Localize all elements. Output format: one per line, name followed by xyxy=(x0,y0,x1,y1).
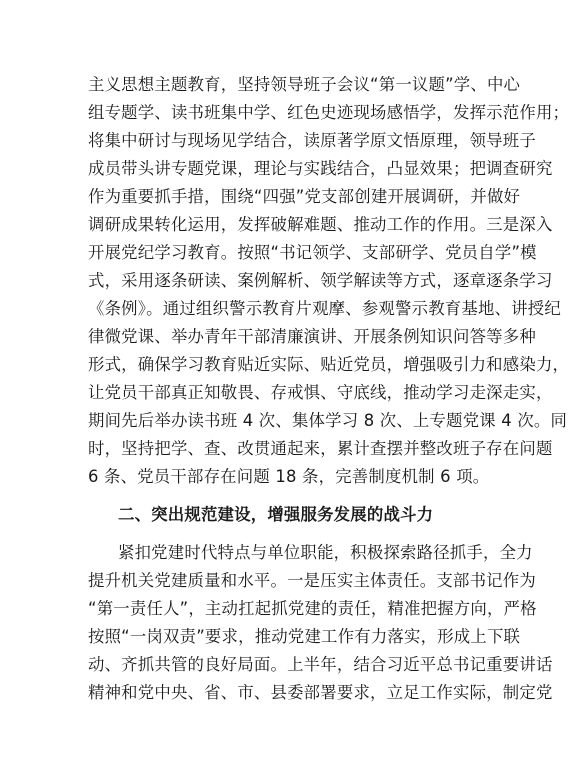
section2-heading: 二、突出规范建设，增强服务发展的战斗力 xyxy=(118,505,434,524)
paragraph1-line-15: 6 条、党员干部存在问题 18 条，完善制度机制 6 项。 xyxy=(88,467,490,486)
section2-line-1: 紧扣党建时代特点与单位职能，积极探索路径抓手，全力 xyxy=(118,543,533,562)
paragraph1-line-7: 开展党纪学习教育。按照“书记领学、支部研学、党员自学”模 xyxy=(88,243,537,262)
section2-line-3: “第一责任人”，主动扛起抓党建的责任，精准把握方向，严格 xyxy=(88,599,537,618)
paragraph1-line-14: 时，坚持把学、查、改贯通起来，累计查摆并整改班子存在问题 xyxy=(88,439,553,458)
paragraph1-line-10: 律微党课、举办青年干部清廉演讲、开展条例知识问答等多种 xyxy=(88,327,536,346)
section2-line-4: 按照“一岗双责”要求，推动党建工作有力落实，形成上下联 xyxy=(88,627,521,646)
paragraph1-line-1: 主义思想主题教育，坚持领导班子会议“第一议题”学、中心 xyxy=(88,75,521,94)
paragraph1-line-5: 作为重要抓手措，围绕“四强”党支部创建开展调研，并做好 xyxy=(88,187,521,206)
paragraph1-line-11: 形式，确保学习教育贴近实际、贴近党员，增强吸引力和感染力， xyxy=(88,355,570,374)
section2-line-2: 提升机关党建质量和水平。一是压实主体责任。支部书记作为 xyxy=(88,571,536,590)
paragraph1-line-2: 组专题学、读书班集中学、红色史迹现场感悟学，发挥示范作用； xyxy=(88,103,570,122)
section2-line-5: 动、齐抓共管的良好局面。上半年，结合习近平总书记重要讲话 xyxy=(88,655,553,674)
paragraph1-line-3: 将集中研讨与现场见学结合，读原著学原文悟原理，领导班子 xyxy=(88,131,536,150)
paragraph1-line-12: 让党员干部真正知敬畏、存戒惧、守底线，推动学习走深走实， xyxy=(88,383,553,402)
paragraph1-line-13: 期间先后举办读书班 4 次、集体学习 8 次、上专题党课 4 次。同 xyxy=(88,411,568,430)
paragraph1-line-8: 式，采用逐条研读、案例解析、领学解读等方式，逐章逐条学习 xyxy=(88,271,553,290)
paragraph1-line-9: 《条例》。通过组织警示教育片观摩、参观警示教育基地、讲授纪 xyxy=(88,299,561,318)
paragraph1-line-6: 调研成果转化运用，发挥破解难题、推动工作的作用。三是深入 xyxy=(88,215,553,234)
paragraph1-line-4: 成员带头讲专题党课，理论与实践结合，凸显效果；把调查研究 xyxy=(88,159,553,178)
section2-line-6: 精神和党中央、省、市、县委部署要求，立足工作实际，制定党 xyxy=(88,683,553,702)
